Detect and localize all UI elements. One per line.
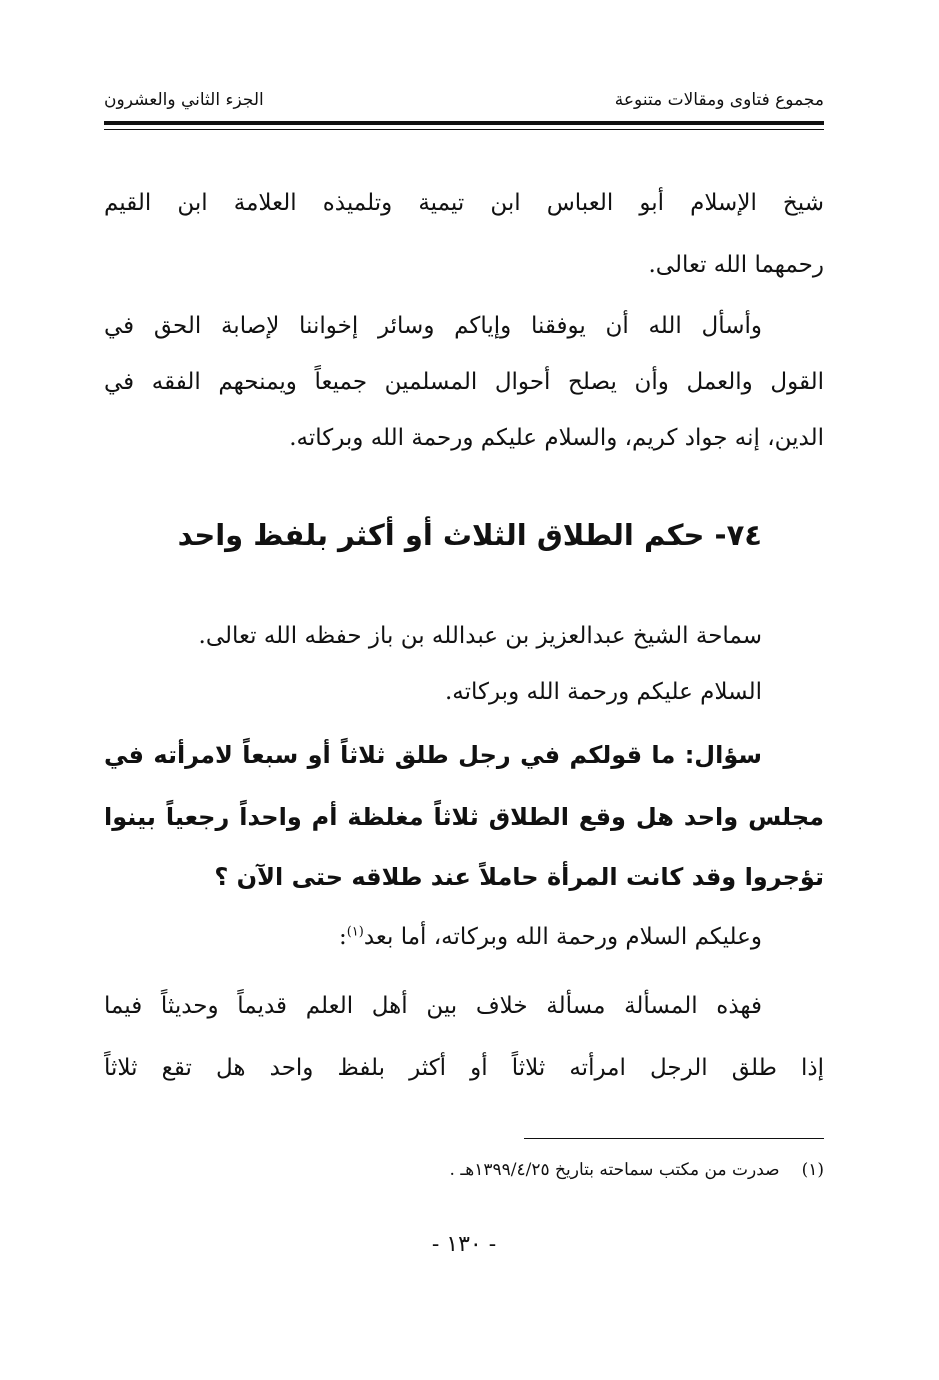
question-line: سؤال: ما قولكم في رجل طلق ثلاثاً أو سبعاً لامرأته في — [104, 741, 762, 769]
question-line: مجلس واحد هل وقع الطلاق ثلاثاً مغلظة أم واحداً رجعياً بينوا — [104, 803, 824, 831]
page-number: - ١٣٠ - — [431, 1232, 497, 1257]
answer-line: إذا طلق الرجل امرأته ثلاثاً أو أكثر بلفظ واحد هل تقع ثلاثاً — [104, 1055, 824, 1081]
text-line: وأسأل الله أن يوفقنا وإياكم وسائر إخواننا لإصابة الحق في — [104, 313, 762, 339]
text-line: رحمهما الله تعالى. — [648, 252, 824, 278]
section-number: ٧٤ — [726, 518, 762, 552]
footnote — [104, 1160, 824, 1180]
footnote-marker: (١) — [801, 1160, 824, 1180]
book-page — [104, 0, 824, 1380]
text-line: القول والعمل وأن يصلح أحوال المسلمين جميعاً ويمنحهم الفقه في — [104, 369, 824, 395]
text-line: شيخ الإسلام أبو العباس ابن تيمية وتلميذه العلامة ابن القيم — [104, 190, 824, 216]
footnote-divider — [524, 1138, 824, 1139]
section-heading — [104, 513, 762, 557]
answer-line: فهذه المسألة مسألة خلاف بين أهل العلم قديماً وحديثاً فيما — [104, 993, 762, 1019]
footnote-text: صدرت من مكتب سماحته بتاريخ ١٣٩٩/٤/٢٥هـ . — [449, 1160, 780, 1180]
reply-greeting-colon: : — [338, 924, 347, 950]
reply-greeting: وعليكم السلام ورحمة الله وبركاته، أما بعد — [363, 924, 762, 950]
header-rule-thin — [104, 129, 824, 130]
section-title: حكم الطلاق الثلاث أو أكثر بلفظ واحد — [177, 518, 705, 552]
greeting-line: السلام عليكم ورحمة الله وبركاته. — [444, 679, 762, 705]
addressee-line: سماحة الشيخ عبدالعزيز بن عبدالله بن باز حفظه الله تعالى. — [198, 623, 762, 649]
question-line: تؤجروا وقد كانت المرأة حاملاً عند طلاقه حتى الآن ؟ — [214, 863, 824, 891]
reply-greeting-line — [104, 917, 824, 957]
header-rule-thick — [104, 121, 824, 125]
book-title: مجموع فتاوى ومقالات متنوعة — [614, 90, 824, 110]
section-dash: - — [704, 518, 727, 552]
text-line: الدين، إنه جواد كريم، والسلام عليكم ورحمة الله وبركاته. — [289, 425, 824, 451]
volume-label: الجزء الثاني والعشرون — [104, 90, 264, 110]
footnote-reference: (١) — [346, 924, 364, 940]
running-header — [104, 86, 824, 116]
